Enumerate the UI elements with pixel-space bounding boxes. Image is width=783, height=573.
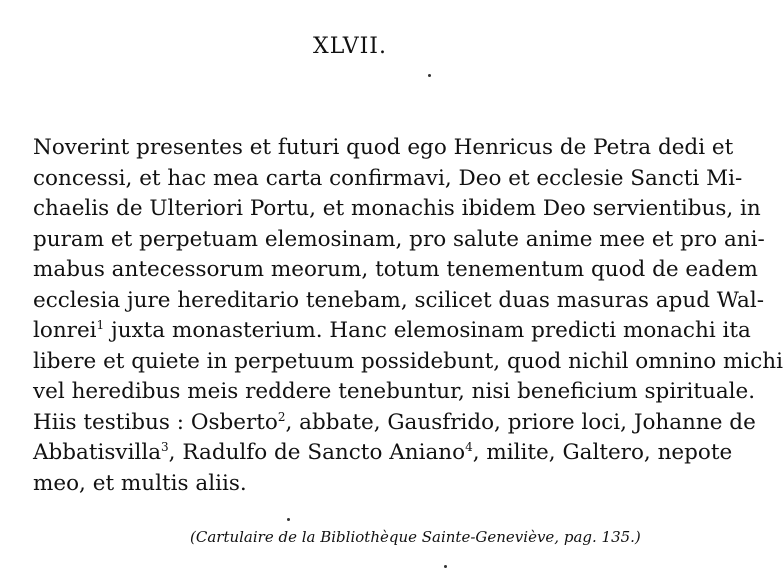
footnote-ref-3: 3 bbox=[161, 440, 169, 454]
text-line-9: vel heredibus meis reddere tenebuntur, nisi beneficium spirituale. bbox=[33, 379, 756, 404]
text-line-4: puram et perpetuam elemosinam, pro salute anime mee et pro ani- bbox=[33, 226, 765, 252]
charter-text bbox=[33, 133, 783, 499]
text-line-2: concessi, et hac mea carta confirmavi, Deo et ecclesie Sancti Mi- bbox=[33, 165, 743, 191]
charter-number-heading: XLVII. bbox=[313, 34, 387, 59]
print-speck bbox=[287, 518, 290, 521]
source-citation: (Cartulaire de la Bibliothèque Sainte-Geneviève, pag. 135.) bbox=[190, 528, 641, 546]
text-line-12: meo, et multis aliis. bbox=[33, 470, 247, 496]
print-speck bbox=[444, 565, 447, 568]
print-speck bbox=[428, 74, 431, 77]
footnote-ref-1: 1 bbox=[96, 318, 105, 332]
footnote-ref-4: 4 bbox=[465, 440, 473, 454]
text-line-1: Noverint presentes et futuri quod ego Henricus de Petra dedi et bbox=[33, 135, 734, 160]
text-line-11: Abbatisvilla$^3$, Radulfo de Sancto Aniano$^4$, milite, Galtero, nepote bbox=[33, 440, 733, 465]
text-line-3: chaelis de Ulteriori Portu, et monachis ibidem Deo servientibus, in bbox=[33, 196, 761, 221]
text-line-8: libere et quiete in perpetuum possidebunt, quod nichil omnino michi bbox=[33, 348, 783, 374]
text-line-5: mabus antecessorum meorum, totum tenementum quod de eadem bbox=[33, 257, 758, 282]
text-line-10: Hiis testibus : Osberto$^2$, abbate, Gausfrido, priore loci, Johanne de bbox=[33, 409, 756, 435]
footnote-ref-2: 2 bbox=[277, 409, 286, 424]
text-line-6: ecclesia jure hereditario tenebam, scilicet duas masuras apud Wal- bbox=[33, 287, 764, 313]
text-line-7: lonrei$^1$ juxta monasterium. Hanc elemosinam predicti monachi ita bbox=[33, 318, 751, 343]
